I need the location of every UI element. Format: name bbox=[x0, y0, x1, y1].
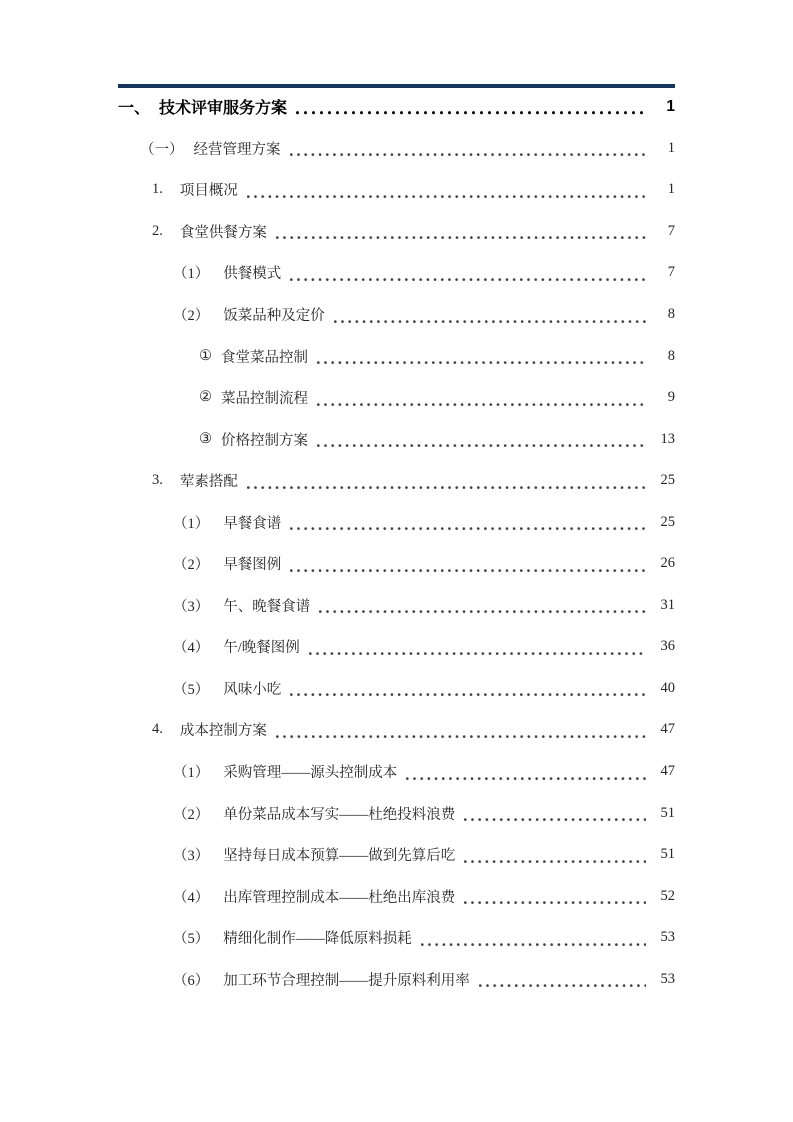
toc-page-number: 7 bbox=[667, 222, 675, 239]
toc-entry-title: 成本控制方案 bbox=[179, 723, 267, 740]
toc-entry[interactable] bbox=[118, 128, 675, 170]
toc-page-number: 40 bbox=[660, 679, 675, 696]
toc-dot-leader bbox=[290, 569, 646, 573]
toc-dot-leader bbox=[247, 195, 646, 199]
toc-page-number: 13 bbox=[660, 430, 675, 447]
toc-entry-number: （一） bbox=[140, 141, 184, 158]
toc-entry-number: ② bbox=[199, 389, 212, 406]
toc-page-number: 51 bbox=[660, 846, 675, 863]
toc-entry-number: （4） bbox=[173, 889, 210, 906]
toc-page-number: 25 bbox=[660, 472, 675, 489]
toc-dot-leader bbox=[464, 818, 646, 822]
toc-page-number: 52 bbox=[660, 887, 675, 904]
toc-entry-number: （3） bbox=[173, 598, 210, 615]
toc-entry[interactable] bbox=[118, 169, 675, 211]
toc-dot-leader bbox=[309, 652, 646, 656]
toc-entry[interactable] bbox=[118, 875, 675, 917]
toc-page-number: 8 bbox=[667, 347, 675, 364]
toc-dot-leader bbox=[334, 320, 646, 324]
toc-entry-title: 单份菜品成本写实——杜绝投料浪费 bbox=[223, 806, 456, 823]
toc-entry[interactable] bbox=[118, 211, 675, 253]
toc-entry[interactable] bbox=[118, 585, 675, 627]
toc-entry[interactable] bbox=[118, 958, 675, 1000]
toc-entry-title: 出库管理控制成本——杜绝出库浪费 bbox=[223, 889, 456, 906]
toc-dot-leader bbox=[276, 735, 646, 739]
toc-page-number: 7 bbox=[667, 264, 675, 281]
toc-entry[interactable] bbox=[118, 626, 675, 668]
toc bbox=[118, 86, 675, 1000]
toc-entry[interactable] bbox=[118, 668, 675, 710]
toc-dot-leader bbox=[317, 403, 646, 407]
toc-page-number: 51 bbox=[660, 804, 675, 821]
toc-page-number: 36 bbox=[660, 638, 675, 655]
toc-page-number: 26 bbox=[660, 555, 675, 572]
toc-page-number: 25 bbox=[660, 513, 675, 530]
toc-entry-number: 3. bbox=[152, 472, 163, 489]
toc-entry[interactable] bbox=[118, 377, 675, 419]
toc-entry[interactable] bbox=[118, 294, 675, 336]
toc-entry-title: 加工环节合理控制——提升原料利用率 bbox=[223, 972, 470, 989]
toc-entry-title: 项目概况 bbox=[179, 183, 238, 200]
toc-entry[interactable] bbox=[118, 917, 675, 959]
toc-entry-number: （3） bbox=[173, 848, 210, 865]
toc-entry[interactable] bbox=[118, 834, 675, 876]
toc-entry[interactable] bbox=[118, 501, 675, 543]
toc-dot-leader bbox=[290, 153, 647, 157]
toc-entry[interactable] bbox=[118, 543, 675, 585]
toc-dot-leader bbox=[296, 111, 646, 115]
toc-entry[interactable] bbox=[118, 709, 675, 751]
toc-entry-number: 4. bbox=[152, 721, 163, 738]
toc-page-number: 47 bbox=[660, 763, 675, 780]
toc-entry-number: （1） bbox=[173, 765, 210, 782]
toc-entry-title: 午/晚餐图例 bbox=[223, 640, 300, 657]
toc-entry[interactable] bbox=[118, 252, 675, 294]
toc-entry-title: 采购管理——源头控制成本 bbox=[223, 765, 398, 782]
toc-entry-title: 荤素搭配 bbox=[179, 474, 238, 491]
toc-page-number: 47 bbox=[660, 721, 675, 738]
toc-dot-leader bbox=[247, 486, 646, 490]
toc-entry-number: （5） bbox=[173, 931, 210, 948]
toc-dot-leader bbox=[276, 236, 646, 240]
toc-entry-number: （4） bbox=[173, 640, 210, 657]
toc-dot-leader bbox=[421, 943, 646, 947]
toc-entry-number: （6） bbox=[173, 972, 210, 989]
toc-entry-title: 饭菜品种及定价 bbox=[223, 308, 325, 324]
toc-entry-number: （2） bbox=[173, 557, 210, 574]
toc-entry-number: 一、 bbox=[118, 100, 151, 118]
toc-page-number: 31 bbox=[660, 596, 675, 613]
toc-page-number: 1 bbox=[667, 181, 675, 198]
toc-entry-number: ① bbox=[199, 347, 212, 364]
toc-page-number: 1 bbox=[667, 139, 675, 156]
toc-page-number: 9 bbox=[667, 389, 675, 406]
toc-entry-number: 2. bbox=[152, 222, 163, 239]
toc-entry-title: 价格控制方案 bbox=[221, 432, 308, 449]
toc-entry-number: （1） bbox=[173, 515, 210, 532]
toc-entry-title: 早餐图例 bbox=[223, 557, 282, 574]
toc-page-number: 8 bbox=[667, 306, 675, 322]
toc-entry-title: 技术评审服务方案 bbox=[159, 100, 288, 118]
toc-dot-leader bbox=[290, 693, 646, 697]
toc-entry-number: （2） bbox=[173, 308, 210, 324]
toc-dot-leader bbox=[479, 984, 646, 988]
toc-entry[interactable] bbox=[118, 751, 675, 793]
toc-dot-leader bbox=[406, 777, 646, 781]
toc-dot-leader bbox=[317, 444, 646, 448]
toc-entry-number: 1. bbox=[152, 181, 163, 198]
toc-entry[interactable] bbox=[118, 792, 675, 834]
toc-entry-title: 午、晚餐食谱 bbox=[223, 598, 311, 615]
toc-dot-leader bbox=[464, 860, 646, 864]
toc-page-number: 53 bbox=[660, 970, 675, 987]
toc-entry[interactable] bbox=[118, 86, 675, 128]
toc-entry-number: （1） bbox=[173, 266, 210, 283]
toc-entry-title: 食堂菜品控制 bbox=[221, 349, 308, 366]
toc-dot-leader bbox=[464, 901, 646, 905]
toc-entry-number: （2） bbox=[173, 806, 210, 823]
toc-entry-number: （5） bbox=[173, 681, 210, 698]
toc-page-number: 53 bbox=[660, 929, 675, 946]
toc-entry-number: ③ bbox=[199, 430, 212, 447]
toc-entry[interactable] bbox=[118, 460, 675, 502]
toc-dot-leader bbox=[317, 361, 646, 365]
toc-entry[interactable] bbox=[118, 418, 675, 460]
toc-entry-title: 风味小吃 bbox=[223, 681, 282, 698]
toc-dot-leader bbox=[319, 610, 646, 614]
toc-entry-title: 经营管理方案 bbox=[193, 141, 281, 158]
toc-page-number: 1 bbox=[666, 97, 675, 115]
toc-dot-leader bbox=[290, 278, 646, 282]
toc-entry-title: 精细化制作——降低原料损耗 bbox=[223, 931, 412, 948]
toc-entry-title: 早餐食谱 bbox=[223, 515, 282, 532]
toc-entry-title: 菜品控制流程 bbox=[221, 391, 308, 408]
toc-entry[interactable] bbox=[118, 335, 675, 377]
toc-entry-title: 坚持每日成本预算——做到先算后吃 bbox=[223, 848, 456, 865]
toc-entry-title: 供餐模式 bbox=[223, 266, 282, 283]
toc-entry-title: 食堂供餐方案 bbox=[179, 224, 267, 241]
toc-dot-leader bbox=[290, 527, 646, 531]
